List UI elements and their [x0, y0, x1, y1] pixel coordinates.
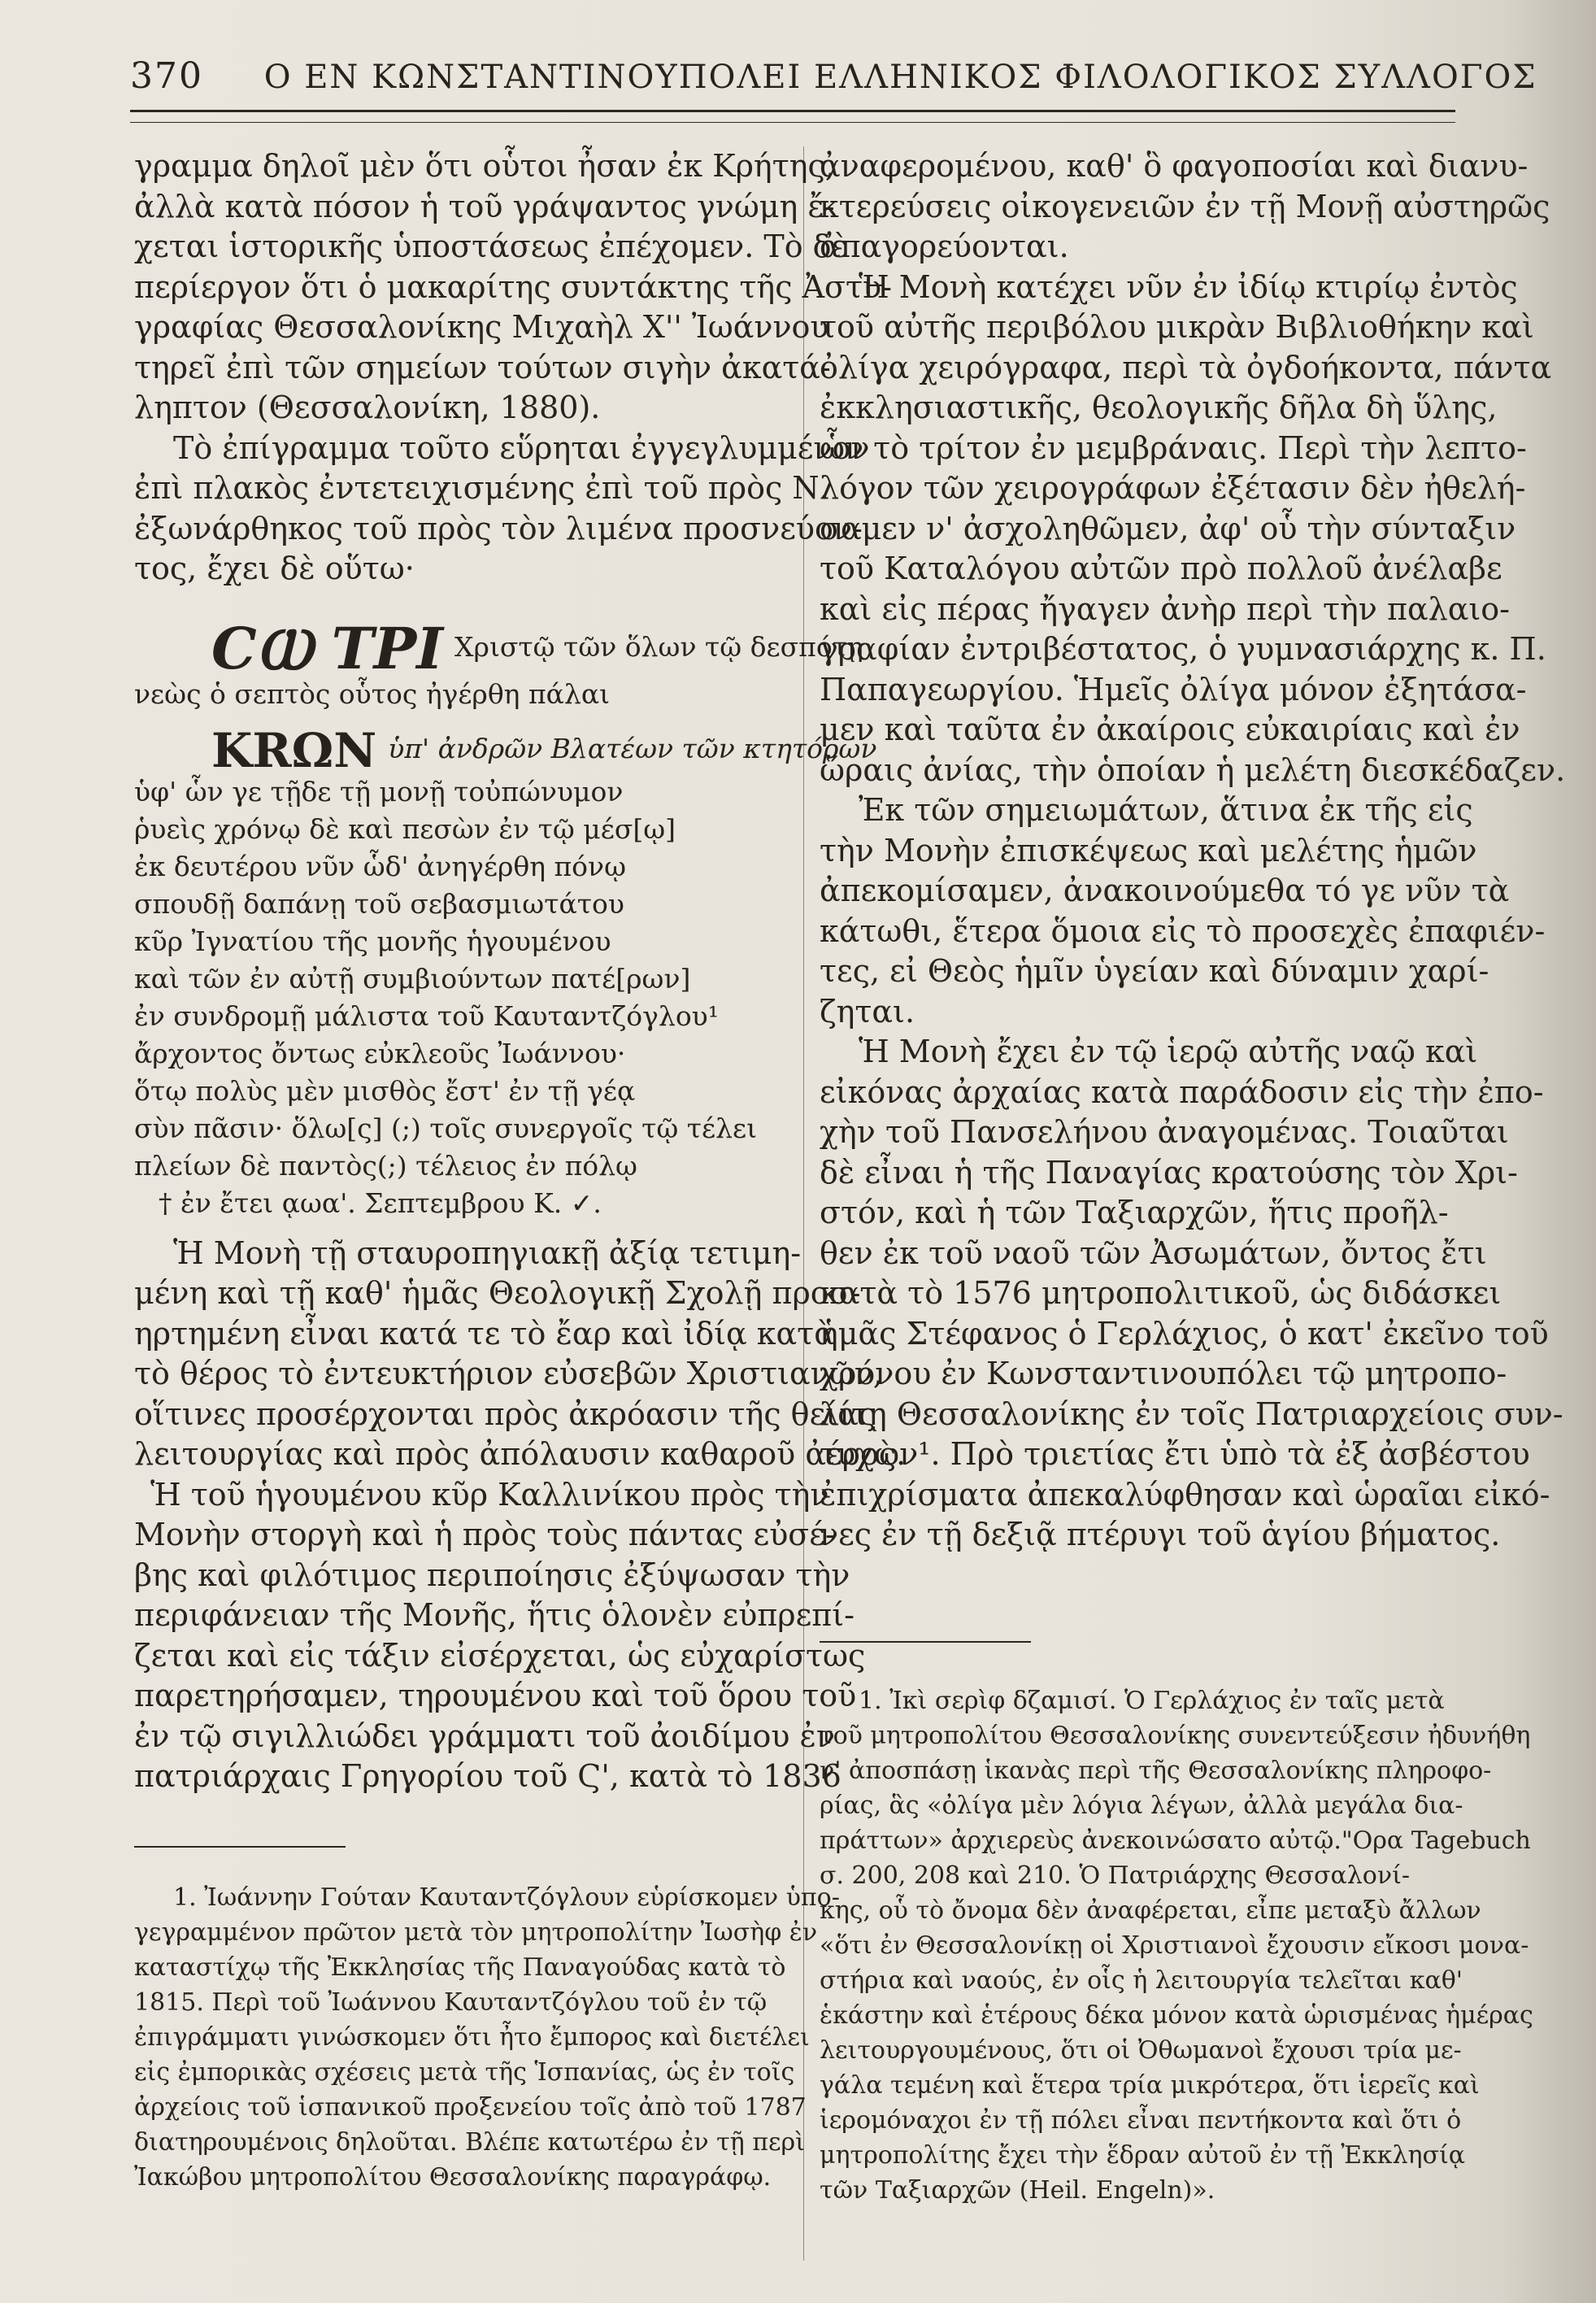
text-line: τες, εἰ Θεὸς ἡμῖν ὑγείαν καὶ δύναμιν χαρί-	[820, 953, 1489, 989]
header-rule	[130, 110, 1455, 112]
text-line: θεν ἐκ τοῦ ναοῦ τῶν Ἀσωμάτων, ὄντος ἔτι	[820, 1234, 1487, 1271]
footnote-line: κης, οὗ τὸ ὄνομα δὲν ἀναφέρεται, εἶπε μεταξὺ ἄλλων	[820, 1896, 1481, 1925]
text-line: ὀλίγα χειρόγραφα, περὶ τὰ ὀγδοήκοντα, πάντα	[820, 349, 1552, 385]
footnote-line: λειτουργουμένους, ὅτι οἱ Ὀθωμανοὶ ἔχουσι τρία με-	[820, 2035, 1462, 2065]
text-line: εἰκόνας ἀρχαίας κατὰ παράδοσιν εἰς τὴν ἐπο-	[820, 1073, 1544, 1110]
inscription-monogram: KRΩN	[211, 722, 377, 778]
footnote-line: ν' ἀποσπάσῃ ἱκανὰς περὶ τῆς Θεσσαλονίκης πληροφο-	[820, 1756, 1492, 1785]
text-line: στόν, καὶ ἡ τῶν Ταξιαρχῶν, ἥτις προῆλ-	[820, 1195, 1449, 1230]
footnote-line: γάλα τεμένη καὶ ἕτερα τρία μικρότερα, ὅτι ἱερεῖς καὶ	[820, 2070, 1480, 2100]
inscription-monogram: CⲰ ТPI	[211, 614, 444, 682]
text-line: κτερεύσεις οἰκογενειῶν ἐν τῇ Μονῇ αὐστηρῶς	[820, 188, 1550, 224]
text-line: μένη καὶ τῇ καθ' ἡμᾶς Θεολογικῇ Σχολῇ προσ-	[134, 1275, 861, 1311]
text-line: Ἐκ τῶν σημειωμάτων, ἅτινα ἐκ τῆς εἰς	[859, 792, 1473, 828]
footnote-line: στήρια καὶ ναούς, ἐν οἷς ἡ λειτουργία τελεῖται καθ'	[820, 1966, 1463, 1995]
text-line: γραμμα δηλοῖ μὲν ὅτι οὗτοι ἦσαν ἐκ Κρήτης,	[134, 148, 835, 184]
inscription-line: ῥυεὶς χρόνῳ δὲ καὶ πεσὼν ἐν τῷ μέσ[ῳ]	[134, 812, 676, 845]
text-line: ἀπαγορεύονται.	[820, 229, 1069, 264]
text-line: Ἡ Μονὴ κατέχει νῦν ἐν ἰδίῳ κτιρίῳ ἐντὸς	[859, 268, 1518, 305]
text-line: Ἡ Μονὴ τῇ σταυροπηγιακῇ ἀξίᾳ τετιμη-	[173, 1234, 802, 1271]
body-text	[820, 146, 1566, 1556]
text-line: χεται ἱστορικῆς ὑποστάσεως ἐπέχομεν. Τὸ δὲ	[134, 229, 848, 264]
text-line: Ἡ Μονὴ ἔχει ἐν τῷ ἱερῷ αὐτῆς ναῷ καὶ	[859, 1034, 1478, 1069]
footnote-line: γεγραμμένον πρῶτον μετὰ τὸν μητροπολίτην Ἰωσὴφ ἐν	[134, 1918, 818, 1947]
text-line: οἵτινες προσέρχονται πρὸς ἀκρόασιν τῆς θείας	[134, 1395, 876, 1432]
footnote-line: 1815. Περὶ τοῦ Ἰωάννου Καυταντζόγλου τοῦ ἐν τῷ	[134, 1987, 768, 2017]
inscription-line: σὺν πᾶσιν· ὅλω[ς] (;) τοῖς συνεργοῖς τῷ τέλει	[134, 1112, 758, 1144]
text-line: βης καὶ φιλότιμος περιποίησις ἐξύψωσαν τὴν	[134, 1556, 850, 1593]
text-line: ἐξωνάρθηκος τοῦ πρὸς τὸν λιμένα προσνεύον-	[134, 510, 863, 546]
page-number: 370	[130, 55, 203, 97]
text-line: σαμεν ν' ἀσχοληθῶμεν, ἀφ' οὗ τὴν σύνταξιν	[820, 510, 1516, 546]
text-line: ἀπεκομίσαμεν, ἀνακοινούμεθα τό γε νῦν τὰ	[820, 873, 1510, 908]
intro-text	[134, 146, 892, 590]
text-line: χὴν τοῦ Πανσελήνου ἀναγομένας. Τοιαῦται	[820, 1114, 1509, 1150]
text-line: τοῦ αὐτῆς περιβόλου μικρὰν Βιβλιοθήκην καὶ	[820, 309, 1534, 345]
text-line: καὶ εἰς πέρας ἤγαγεν ἀνὴρ περὶ τὴν παλαιο-	[820, 590, 1510, 627]
text-line: τος, ἔχει δὲ οὕτω·	[134, 551, 415, 586]
text-line: ἀλλὰ κατὰ πόσον ἡ τοῦ γράψαντος γνώμη ἔ-	[134, 188, 835, 224]
text-line: ἡμᾶς Στέφανος ὁ Γερλάχιος, ὁ κατ' ἐκεῖνο τοῦ	[820, 1315, 1549, 1352]
text-line: νες ἐν τῇ δεξιᾷ πτέρυγι τοῦ ἁγίου βήματος.	[820, 1517, 1501, 1552]
inscription-line: κῦρ Ἰγνατίου τῆς μονῆς ἡγουμένου	[134, 925, 611, 957]
text-line: τὸ θέρος τὸ ἐντευκτήριον εὐσεβῶν Χριστιανῶν,	[134, 1356, 883, 1391]
footnote-line: μητροπολίτης ἔχει τὴν ἕδραν αὐτοῦ ἐν τῇ Ἐκκλησίᾳ	[820, 2140, 1466, 2170]
text-line: Παπαγεωργίου. Ἡμεῖς ὀλίγα μόνον ἐξητάσα-	[820, 671, 1527, 707]
header-rule-thin	[130, 122, 1455, 123]
footnote-separator	[820, 1641, 1031, 1643]
text-line: περίεργον ὅτι ὁ μακαρίτης συντάκτης τῆς Ἀστυ-	[134, 268, 892, 305]
text-line: λόγον τῶν χειρογράφων ἐξέτασιν δὲν ἠθελή-	[820, 470, 1526, 506]
text-line: λίτῃ Θεσσαλονίκης ἐν τοῖς Πατριαρχείοις συν-	[820, 1395, 1563, 1432]
text-line: ἀναφερομένου, καθ' ὃ φαγοποσίαι καὶ διανυ-	[820, 148, 1529, 184]
inscription-line: ἐν συνδρομῇ μάλιστα τοῦ Καυταντζόγλου¹	[134, 999, 719, 1032]
footnote-line: ἐπιγράμματι γινώσκομεν ὅτι ἦτο ἔμπορος καὶ διετέλει	[134, 2022, 810, 2052]
text-line: ηρτημένη εἶναι κατά τε τὸ ἔαρ καὶ ἰδίᾳ κατὰ	[134, 1315, 835, 1352]
text-line: τηρεῖ ἐπὶ τῶν σημείων τούτων σιγὴν ἀκατά-	[134, 349, 831, 385]
text-line: χρόνου ἐν Κωνσταντινουπόλει τῷ μητροπο-	[820, 1356, 1507, 1391]
inscription-line: ἐκ δευτέρου νῦν ὧδ' ἀνηγέρθη πόνῳ	[134, 850, 627, 882]
footnote-line: καταστίχῳ τῆς Ἐκκλησίας τῆς Παναγούδας κατὰ τὸ	[134, 1953, 786, 1982]
footnote-line: «ὅτι ἐν Θεσσαλονίκῃ οἱ Χριστιανοὶ ἔχουσιν εἴκοσι μονα-	[820, 1931, 1529, 1960]
text-line: Τὸ ἐπίγραμμα τοῦτο εὕρηται ἐγγεγλυμμένον	[173, 429, 870, 466]
running-title: Ο ΕΝ ΚΩΝΣΤΑΝΤΙΝΟΥΠΟΛΕΙ ΕΛΛΗΝΙΚΟΣ ΦΙΛΟΛΟΓΙΚΟΣ ΣΥΛΛΟΓΟΣ	[263, 59, 1537, 96]
text-line: κατὰ τὸ 1576 μητροπολιτικοῦ, ὡς διδάσκει	[820, 1275, 1502, 1311]
text-line: Ἡ τοῦ ἡγουμένου κῦρ Καλλινίκου πρὸς τὴν	[150, 1476, 829, 1513]
text-line: κάτωθι, ἕτερα ὅμοια εἰς τὸ προσεχὲς ἐπαφιέν-	[820, 912, 1546, 949]
footnote-line: σ. 200, 208 καὶ 210. Ὁ Πατριάρχης Θεσσαλονί-	[820, 1861, 1411, 1890]
running-header	[130, 55, 1537, 97]
text-line: ὧν τὸ τρίτον ἐν μεμβράναις. Περὶ τὴν λεπτο-	[820, 429, 1527, 466]
text-line: πατριάρχαις Γρηγορίου τοῦ Ϛ', κατὰ τὸ 1836	[134, 1758, 841, 1794]
inscription-line: νεὼς ὁ σεπτὸς οὗτος ἠγέρθη πάλαι	[134, 677, 611, 710]
text-line: τοῦ Καταλόγου αὐτῶν πρὸ πολλοῦ ἀνέλαβε	[820, 551, 1503, 586]
inscription-line: KRΩN ὑπ' ἀνδρῶν Βλατέων τῶν κτητόρων	[211, 722, 877, 778]
footnote-line: ἱερομόναχοι ἐν τῇ πόλει εἶναι πεντήκοντα καὶ ὅτι ὁ	[820, 2105, 1462, 2135]
body-text	[134, 1234, 907, 1797]
footnote-line: τοῦ μητροπολίτου Θεσσαλονίκης συνεντεύξεσιν ἠδυνήθη	[820, 1721, 1531, 1750]
text-line: ζηται.	[820, 993, 915, 1030]
footnote-line: εἰς ἐμπορικὰς σχέσεις μετὰ τῆς Ἱσπανίας, ὡς ἐν τοῖς	[134, 2057, 795, 2087]
text-line: γραφίαν ἐντριβέστατος, ὁ γυμνασιάρχης κ. Π.	[820, 631, 1546, 667]
footnote-line: ρίας, ἃς «ὀλίγα μὲν λόγια λέγων, ἀλλὰ μεγάλα δια-	[820, 1791, 1463, 1820]
text-line: ἐπὶ πλακὸς ἐντετειχισμένης ἐπὶ τοῦ πρὸς Ν.	[134, 470, 829, 506]
footnote	[134, 1880, 840, 2195]
right-column	[820, 146, 1566, 2208]
footnote-line: τῶν Ταξιαρχῶν (Heil. Engeln)».	[820, 2175, 1215, 2205]
text-line: γραφίας Θεσσαλονίκης Μιχαὴλ Χ'' Ἰωάννου	[134, 309, 829, 345]
footnote-line: πράττων» ἀρχιερεὺς ἀνεκοινώσατο αὐτῷ."Ορα Tagebuch	[820, 1826, 1531, 1855]
footnote-line: ἀρχείοις τοῦ ἱσπανικοῦ προξενείου τοῖς ἀπὸ τοῦ 1787	[134, 2092, 807, 2122]
footnote-separator	[134, 1846, 346, 1848]
text-line: ληπτον (Θεσσαλονίκη, 1880).	[134, 390, 601, 425]
text-line: ἐκκλησιαστικῆς, θεολογικῆς δῆλα δὴ ὕλης,	[820, 390, 1498, 425]
footnote-line: 1. Ἰωάννην Γούταν Καυταντζόγλουν εὑρίσκομεν ὑπο-	[173, 1883, 840, 1912]
inscription-line: ὅτῳ πολὺς μὲν μισθὸς ἔστ' ἐν τῇ γέᾳ	[134, 1074, 636, 1107]
footnote-line: Ἰακώβου μητροπολίτου Θεσσαλονίκης παραγράφῳ.	[134, 2162, 772, 2192]
footnote-line: 1. Ἰκὶ σερὶφ δζαμισί. Ὁ Γερλάχιος ἐν ταῖς μετὰ	[859, 1686, 1445, 1715]
footnote-line: διατηρουμένοις δηλοῦται. Βλέπε κατωτέρω ἐν τῇ περὶ	[134, 2127, 805, 2157]
inscription-line: CⲰ ТPI Χριστῷ τῶν ὅλων τῷ δεσπότῃ	[211, 614, 863, 682]
text-line: τυχὼν¹. Πρὸ τριετίας ἔτι ὑπὸ τὰ ἐξ ἀσβέστου	[820, 1436, 1530, 1472]
footnote-line: ἑκάστην καὶ ἑτέρους δέκα μόνον κατὰ ὡρισμένας ἡμέρας	[820, 2000, 1533, 2030]
inscription-line: ὑφ' ὧν γε τῇδε τῇ μονῇ τοὐπώνυμον	[134, 775, 624, 808]
text-line: ἐπιχρίσματα ἀπεκαλύφθησαν καὶ ὡραῖαι εἰκό-	[820, 1476, 1550, 1513]
text-line: ἐν τῷ σιγιλλιώδει γράμματι τοῦ ἀοιδίμου ἐν	[134, 1717, 836, 1754]
text-line: ὥραις ἀνίας, τὴν ὁποίαν ἡ μελέτη διεσκέδαζεν.	[820, 751, 1566, 788]
inscription-line: καὶ τῶν ἐν αὐτῇ συμβιούντων πατέ[ρων]	[134, 962, 691, 995]
inscription-line: πλείων δὲ παντὸς(;) τέλειος ἐν πόλῳ	[134, 1149, 637, 1182]
inscription-date: † ἐν ἔτει ᾳωα'. Σεπτεμβρου Κ. ✓.	[159, 1186, 602, 1219]
text-line: δὲ εἶναι ἡ τῆς Παναγίας κρατούσης τὸν Χρι-	[820, 1154, 1518, 1191]
text-line: παρετηρήσαμεν, τηρουμένου καὶ τοῦ ὅρου τοῦ	[134, 1678, 857, 1713]
footnote	[820, 1683, 1533, 2208]
text-line: Μονὴν στοργὴ καὶ ἡ πρὸς τοὺς πάντας εὐσέ-	[134, 1517, 836, 1552]
text-line: λειτουργίας καὶ πρὸς ἀπόλαυσιν καθαροῦ ἀέρος.	[134, 1436, 907, 1472]
inscription-line: ἄρχοντος ὄντως εὐκλεοῦς Ἰωάννου·	[134, 1037, 626, 1069]
text-line: μεν καὶ ταῦτα ἐν ἀκαίροις εὐκαιρίαις καὶ ἐν	[820, 712, 1520, 747]
text-line: τὴν Μονὴν ἐπισκέψεως καὶ μελέτης ἡμῶν	[820, 832, 1477, 869]
inscription-line: σπουδῇ δαπάνῃ τοῦ σεβασμιωτάτου	[134, 887, 624, 920]
text-line: ζεται καὶ εἰς τάξιν εἰσέρχεται, ὡς εὐχαρίστως	[134, 1637, 866, 1674]
text-line: περιφάνειαν τῆς Μονῆς, ἥτις ὁλονὲν εὐπρεπί-	[134, 1597, 855, 1633]
